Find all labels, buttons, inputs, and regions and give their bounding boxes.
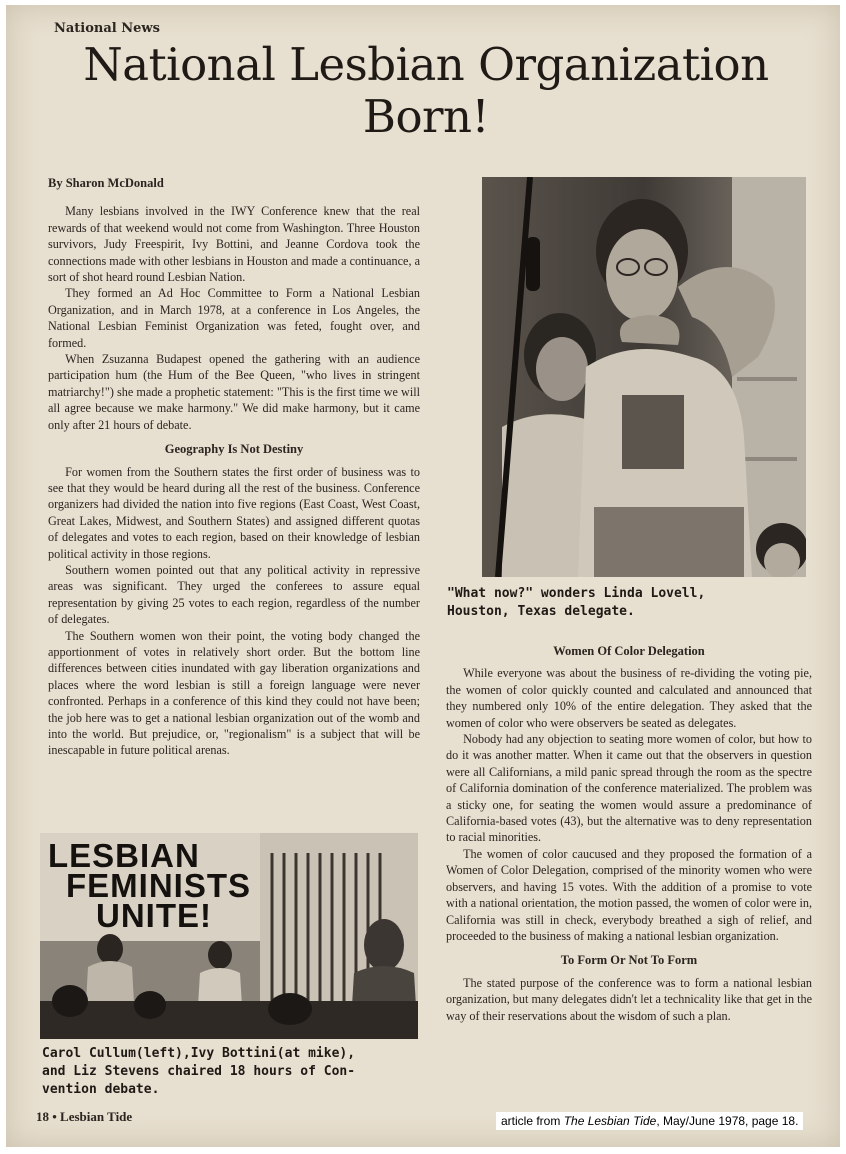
- caption-line: Houston, Texas delegate.: [447, 604, 635, 619]
- paragraph: The Southern women won their point, the voting body changed the apportionment of votes in relatively short order. But the bottom line differences between cities inundated with gay liberation organizations and places where the word lesbian is still a foreign language were never confronted. Perhaps in a conference of this kind they could not have been; the job here was to get a national lesbian organization out of the womb and into the world. But prejudice, or, "regionalism" is a subject that will be inescapable in future political arenas.: [48, 628, 420, 758]
- paragraph: Many lesbians involved in the IWY Conference knew that the real rewards of that weekend would not come from Washington. Three Houston survivors, Judy Freespirit, Ivy Bottini, and Jeanne Cordova took the connections made with other lesbians in Houston and made a continuance, a sort of shot heard round Lesbian Nation.: [48, 204, 420, 285]
- headline: [46, 39, 806, 143]
- photo-illustration: [482, 177, 806, 577]
- paragraph: For women from the Southern states the first order of business was to see that they would be heard during all the rest of the business. Conference organizers had divided the nation into five regions (East Coast, West Coast, Great Lakes, Midwest, and Southern States) and assigned different quotas of delegates and votes to each region, based on their knowledge of lesbian political activity in those regions.: [48, 464, 420, 561]
- photo1-caption: [447, 585, 807, 621]
- byline: By Sharon McDonald: [48, 176, 164, 190]
- photo-chairs-banner: [40, 833, 418, 1039]
- paragraph: When Zsuzanna Budapest opened the gathering with an audience participation hum (the Hum of the Bee Queen, "who lives in stringent matriarchy!") she made a prophetic statement: "This is the first time we will all agree because we make harmony." We did make harmony, but it came only after 21 hours of debate.: [48, 352, 420, 432]
- photo2-caption: [42, 1045, 422, 1099]
- paragraph: The women of color caucused and they proposed the formation of a Women of Color Delegation, comprised of the minority women who were observers, and having 15 votes. With the addition of a promise to vote with a national orientation, the motion passed, the women of color were in, California was still in check, everybody breathed a sigh of relief, and proceeded to the business of making a national lesbian organization.: [446, 846, 812, 943]
- photo-illustration: [40, 833, 418, 1039]
- source-credit: [496, 1112, 803, 1130]
- paragraph: Nobody had any objection to seating more women of color, but how to do it was another matter. When it came out that the observers in question were all Californians, a mild panic spread through the room as the spectre of California domination of the conference materialized. The problem was a sticky one, for seating the women would assure a predominance of California-based votes (43), but the alternative was to deny representation to racial minorities.: [446, 732, 812, 845]
- left-column: [48, 175, 420, 759]
- page-footer: 18 • Lesbian Tide: [36, 1109, 133, 1124]
- subhead-women-of-color: Women Of Color Delegation: [553, 644, 705, 658]
- subhead-geography: Geography Is Not Destiny: [164, 442, 304, 457]
- subhead-to-form: To Form Or Not To Form: [560, 953, 698, 968]
- credit-suffix: , May/June 1978, page 18.: [656, 1114, 799, 1128]
- headline-line-1: National Lesbian Organization: [83, 38, 769, 91]
- right-column: [446, 643, 812, 1024]
- headline-line-2: Born!: [362, 90, 490, 143]
- paragraph: They formed an Ad Hoc Committee to Form a National Lesbian Organization, and in March 1978, at a conference in Los Angeles, the National Lesbian Feminist Organization was feted, fought over, and formed.: [48, 286, 420, 350]
- banner-line-3: UNITE!: [96, 897, 212, 934]
- caption-line: "What now?" wonders Linda Lovell,: [447, 586, 706, 601]
- credit-prefix: article from: [501, 1114, 564, 1128]
- caption-line: and Liz Stevens chaired 18 hours of Con-: [42, 1064, 356, 1079]
- banner-line-1: LESBIAN: [48, 837, 200, 874]
- paragraph: While everyone was about the business of re-dividing the voting pie, the women of color quickly counted and calculated and announced that they numbered only 10% of the entire delegation. They asked that the women of color who were observers be seated as delegates.: [446, 666, 812, 730]
- credit-publication: The Lesbian Tide: [563, 1114, 657, 1128]
- section-kicker: National News: [54, 21, 160, 36]
- caption-line: Carol Cullum(left),Ivy Bottini(at mike),: [42, 1046, 356, 1061]
- magazine-page: [6, 5, 840, 1147]
- paragraph: Southern women pointed out that any political activity in repressive areas was significant. They urged the conferees to assure equal representation by giving 25 votes to each region, regardless of the number of delegates.: [48, 562, 420, 627]
- paragraph: The stated purpose of the conference was to form a national lesbian organization, but many delegates didn't let a technicality like that get in the way of their reservations about the wisdom of such a plan.: [446, 975, 812, 1023]
- caption-line: vention debate.: [42, 1082, 160, 1097]
- photo-linda-lovell: [482, 177, 806, 577]
- banner-line-2: FEMINISTS: [66, 867, 252, 904]
